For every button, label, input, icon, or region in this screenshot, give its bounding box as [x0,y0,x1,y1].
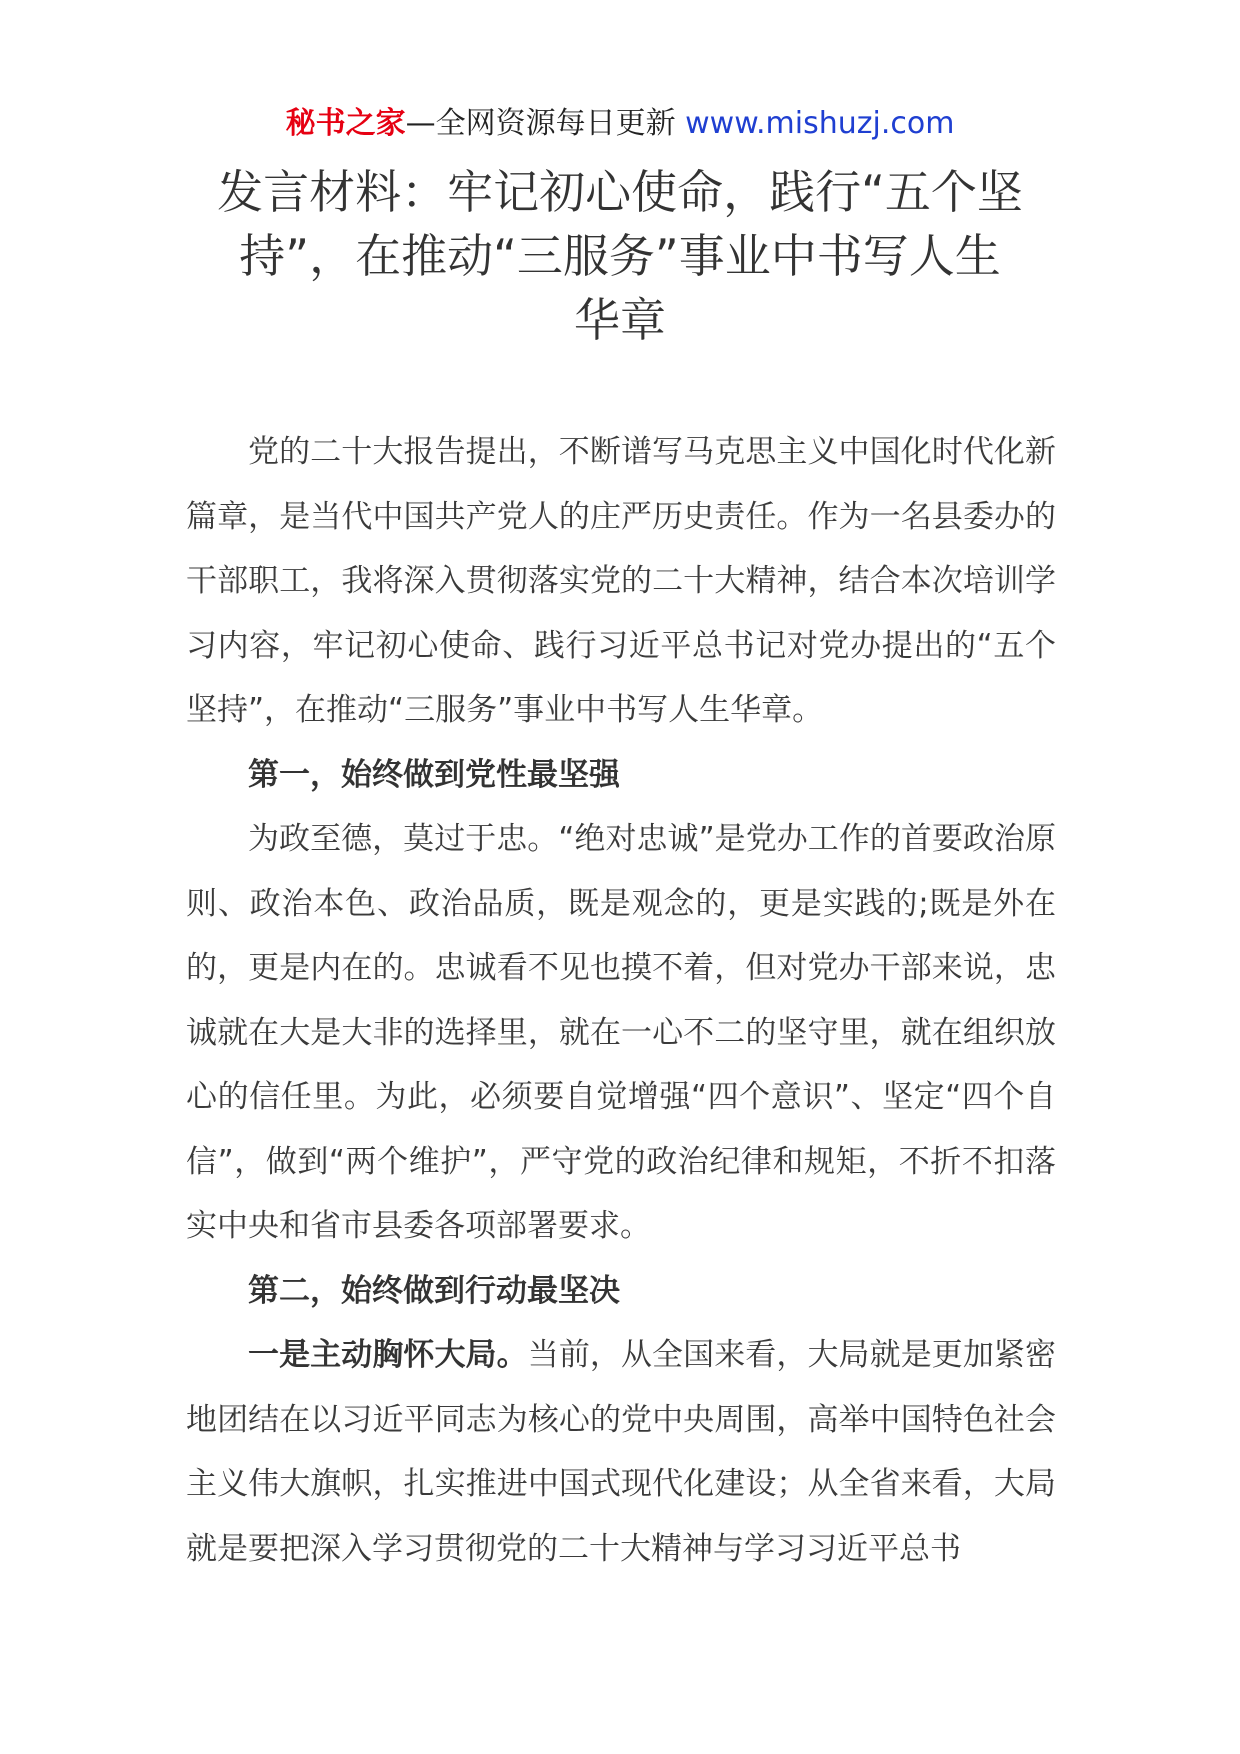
title-line-3: 华章 [574,293,666,347]
section-heading-1: 第一，始终做到党性最坚强 [248,756,620,793]
site-url-link[interactable]: www.mishuzj.com [685,106,955,141]
site-header [0,104,1240,144]
header-tagline: —全网资源每日更新 [405,106,676,141]
title-line-2: 持”，在推动“三服务”事业中书写人生 [239,229,1001,283]
paragraph-intro: 党的二十大报告提出，不断谱写马克思主义中国化时代化新篇章，是当代中国共产党人的庄严历史责任。作为一名县委办的干部职工，我将深入贯彻落实党的二十大精神，结合本次培训学习内容，牢记初心使命、践行习近平总书记对党办提出的“五个坚持”，在推动“三服务”事业中书写人生华章。 [186,434,1056,728]
paragraph-loyalty: 为政至德，莫过于忠。“绝对忠诚”是党办工作的首要政治原则、政治本色、政治品质，既是观念的，更是实践的;既是外在的，更是内在的。忠诚看不见也摸不着，但对党办干部来说，忠诚就在大是大非的选择里，就在一心不二的坚守里，就在组织放心的信任里。为此，必须要自觉增强“四个意识”、坚定“四个自信”，做到“两个维护”，严守党的政治纪律和规矩，不折不扣落实中央和省市县委各项部署要求。 [186,821,1056,1244]
paragraph-lead: 一是主动胸怀大局。 [248,1337,528,1373]
document-body [186,420,1056,1581]
paragraph-big-picture [186,1323,1056,1581]
paragraph-big-picture-text: 当前，从全国来看，大局就是更加紧密地团结在以习近平同志为核心的党中央周围，高举中国特色社会主义伟大旗帜，扎实推进中国式现代化建设；从全省来看，大局就是要把深入学习贯彻党的二十大精神与学习习近平总书 [186,1337,1057,1567]
title-line-1: 发言材料：牢记初心使命，践行“五个坚 [217,165,1023,219]
brand-name: 秘书之家 [285,106,406,141]
section-heading-2: 第二，始终做到行动最坚决 [248,1272,620,1309]
document-title [180,160,1060,352]
